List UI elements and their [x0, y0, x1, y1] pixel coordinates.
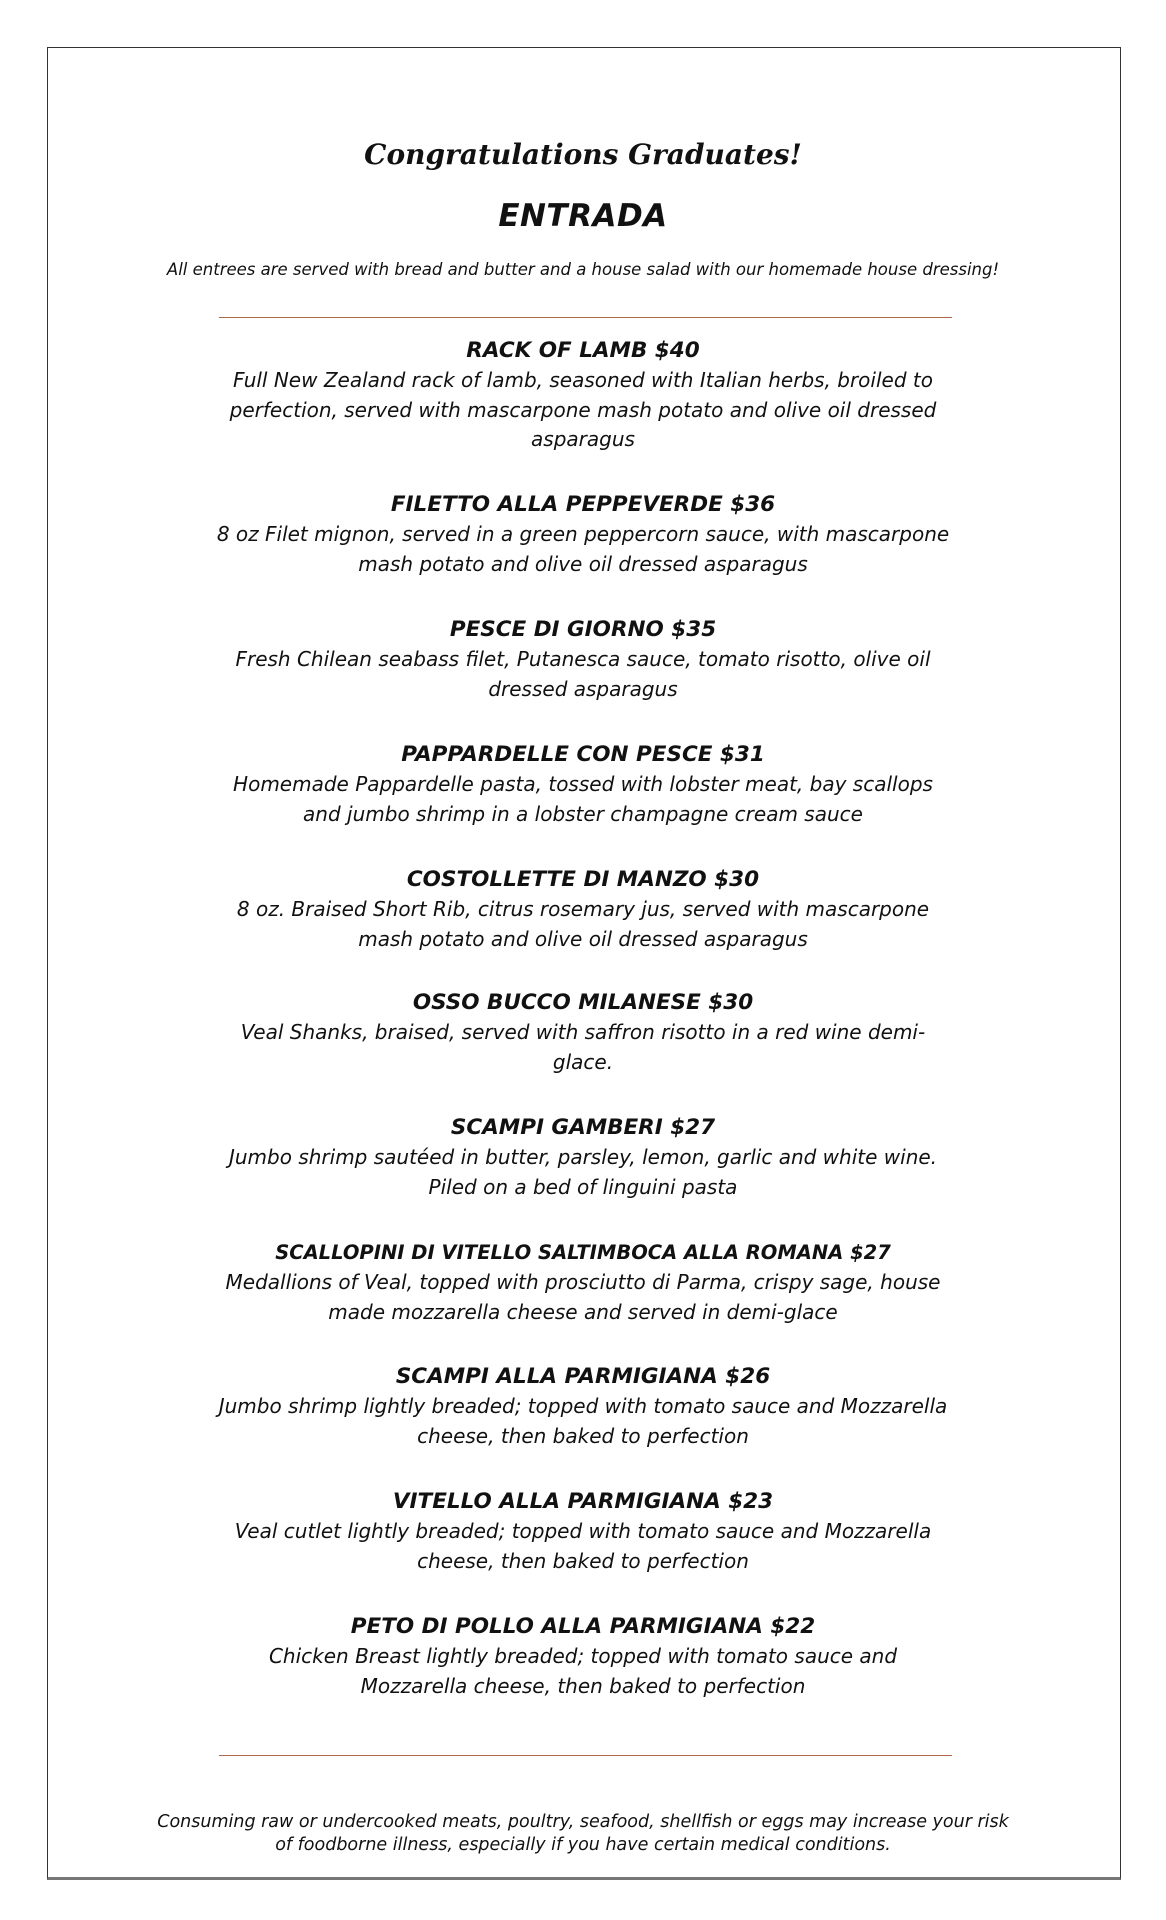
- menu-item-pesce: [200, 615, 966, 704]
- menu-item-scallopini: [200, 1238, 966, 1327]
- menu-item-description: Full New Zealand rack of lamb, seasoned with Italian herbs, broiled to perfection, served with mascarpone mash potato and olive oil dressed asparagus: [229, 368, 937, 451]
- menu-item-pappardelle: [200, 740, 966, 829]
- greeting-heading: Congratulations Graduates!: [364, 138, 802, 171]
- menu-item-name: COSTOLLETTE DI MANZO $30: [406, 867, 760, 892]
- menu-item-description: Jumbo shrimp lightly breaded; topped with tomato sauce and Mozzarella cheese, then baked to perfection: [218, 1394, 948, 1448]
- health-disclaimer: Consuming raw or undercooked meats, poultry, seafood, shellfish or eggs may increase your risk of foodborne illness, especially if you have certain medical conditions.: [157, 1812, 1009, 1855]
- menu-item-description: 8 oz. Braised Short Rib, citrus rosemary jus, served with mascarpone mash potato and olive oil dressed asparagus: [236, 897, 930, 951]
- menu-item-description: Fresh Chilean seabass filet, Putanesca sauce, tomato risotto, olive oil dressed asparagus: [235, 647, 931, 701]
- menu-item-name: RACK OF LAMB $40: [466, 338, 700, 363]
- menu-item-costollette: [200, 865, 966, 954]
- menu-item-description: Veal Shanks, braised, served with saffron risotto in a red wine demi-glace.: [240, 1020, 926, 1074]
- menu-item-name: FILETTO ALLA PEPPEVERDE $36: [390, 492, 776, 517]
- menu-item-name: PETO DI POLLO ALLA PARMIGIANA $22: [350, 1614, 816, 1639]
- menu-item-name: SCAMPI GAMBERI $27: [450, 1115, 716, 1140]
- menu-item-name: VITELLO ALLA PARMIGIANA $23: [392, 1489, 774, 1514]
- menu-item-scampi-parmigiana: [200, 1362, 966, 1451]
- bottom-divider: [219, 1755, 952, 1756]
- menu-item-name: PAPPARDELLE CON PESCE $31: [401, 742, 765, 767]
- menu-item-name: OSSO BUCCO MILANESE $30: [412, 990, 754, 1015]
- menu-item-name: SCAMPI ALLA PARMIGIANA $26: [395, 1364, 771, 1389]
- menu-item-osso-bucco: [200, 988, 966, 1077]
- menu-item-filetto: [200, 490, 966, 579]
- menu-item-scampi-gamberi: [200, 1113, 966, 1202]
- menu-item-description: Jumbo shrimp sautéed in butter, parsley, lemon, garlic and white wine. Piled on a bed of linguini pasta: [228, 1145, 938, 1199]
- menu-item-description: Veal cutlet lightly breaded; topped with tomato sauce and Mozzarella cheese, then baked to perfection: [234, 1519, 932, 1573]
- menu-item-description: Chicken Breast lightly breaded; topped with tomato sauce and Mozzarella cheese, then baked to perfection: [268, 1644, 898, 1698]
- top-divider: [219, 317, 952, 318]
- section-title: ENTRADA: [498, 198, 668, 234]
- menu-item-rack-of-lamb: [200, 336, 966, 455]
- menu-item-name: SCALLOPINI DI VITELLO SALTIMBOCA ALLA ROMANA $27: [275, 1241, 891, 1264]
- menu-item-description: Homemade Pappardelle pasta, tossed with lobster meat, bay scallops and jumbo shrimp in a lobster champagne cream sauce: [233, 772, 933, 826]
- menu-item-description: 8 oz Filet mignon, served in a green peppercorn sauce, with mascarpone mash potato and olive oil dressed asparagus: [216, 522, 950, 576]
- menu-item-name: PESCE DI GIORNO $35: [449, 617, 717, 642]
- menu-item-vitello-parmigiana: [200, 1487, 966, 1576]
- menu-item-pollo-parmigiana: [200, 1612, 966, 1701]
- menu-subtitle: All entrees are served with bread and butter and a house salad with our homemade house dressing!: [166, 260, 1000, 279]
- menu-page-border: [47, 47, 1121, 1880]
- menu-item-description: Medallions of Veal, topped with prosciutto di Parma, crispy sage, house made mozzarella cheese and served in demi-glace: [225, 1270, 941, 1324]
